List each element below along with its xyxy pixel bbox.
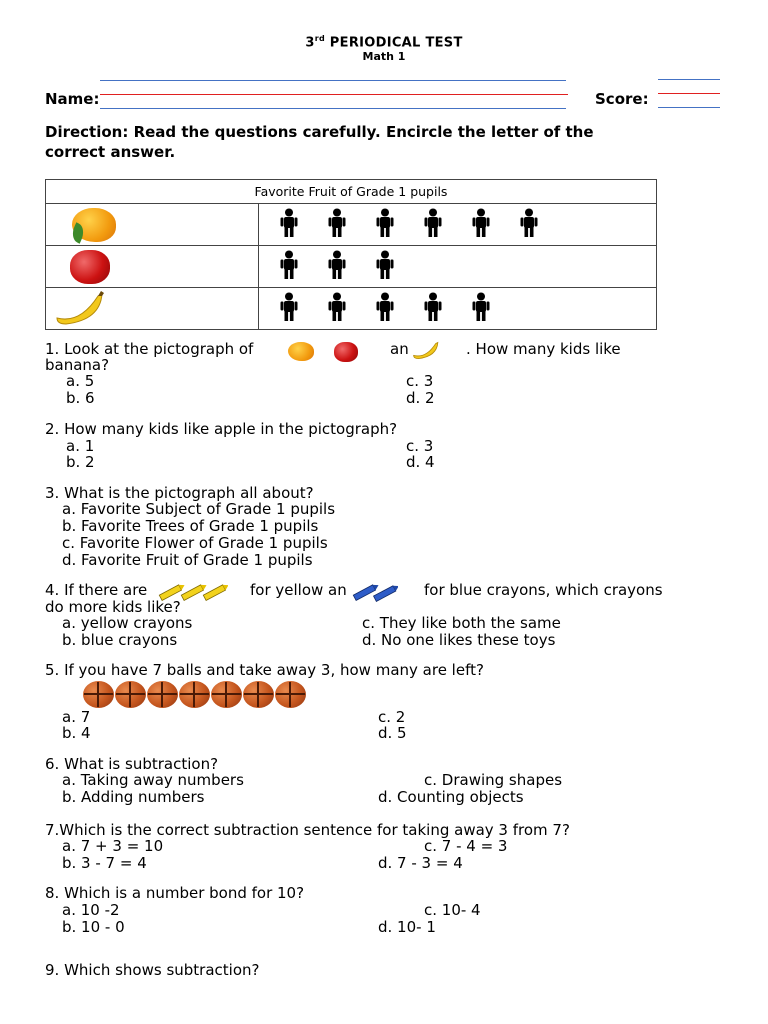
q1-text-c: . How many kids like [466,340,621,358]
kid-icon [471,292,491,322]
basketball-icon [243,681,274,708]
page-subtitle: Math 1 [362,50,406,63]
q3-option-b[interactable]: b. Favorite Trees of Grade 1 pupils [62,517,319,535]
q6-option-a[interactable]: a. Taking away numbers [62,771,244,789]
q8-text: 8. Which is a number bond for 10? [45,884,305,902]
basketball-icon [275,681,306,708]
q3-option-d[interactable]: d. Favorite Fruit of Grade 1 pupils [62,551,313,569]
name-line-red [100,94,568,95]
basketball-icon [115,681,146,708]
kid-icon [375,250,395,280]
q7-option-d[interactable]: d. 7 - 3 = 4 [378,854,463,872]
q2-text: 2. How many kids like apple in the pictograph? [45,420,398,438]
score-line-red [658,93,720,94]
kid-icon [423,208,443,238]
kid-icon [375,292,395,322]
q4-option-d[interactable]: d. No one likes these toys [362,631,556,649]
name-line-top [100,80,566,81]
kid-icon [375,208,395,238]
q8-option-a[interactable]: a. 10 -2 [62,901,120,919]
kid-icon [519,208,539,238]
mango-cell [46,204,259,246]
blue-crayons-icon [352,578,398,606]
q3-text: 3. What is the pictograph all about? [45,484,314,502]
q1-option-a[interactable]: a. 5 [66,372,95,390]
kid-icon [279,208,299,238]
q8-option-d[interactable]: d. 10- 1 [378,918,436,936]
q1-option-d[interactable]: d. 2 [406,389,435,407]
q4-option-b[interactable]: b. blue crayons [62,631,178,649]
q4-option-c[interactable]: c. They like both the same [362,614,561,632]
q3-option-a[interactable]: a. Favorite Subject of Grade 1 pupils [62,500,336,518]
q1-banana-icon [412,340,440,360]
q9-text: 9. Which shows subtraction? [45,961,260,979]
q5-option-c[interactable]: c. 2 [378,708,406,726]
q1-option-b[interactable]: b. 6 [66,389,95,407]
q5-text: 5. If you have 7 balls and take away 3, how many are left? [45,661,484,679]
banana-cell [46,288,259,330]
q5-option-b[interactable]: b. 4 [62,724,91,742]
q6-text: 6. What is subtraction? [45,755,219,773]
kid-icon [279,250,299,280]
q4-text-d: do more kids like? [45,598,181,616]
kid-icon [279,292,299,322]
direction-line-1: Direction: Read the questions carefully. Encircle the letter of the [45,123,594,141]
pictograph-table [45,179,657,330]
q1-option-c[interactable]: c. 3 [406,372,434,390]
kid-icon [471,208,491,238]
q6-option-d[interactable]: d. Counting objects [378,788,524,806]
q4-option-a[interactable]: a. yellow crayons [62,614,193,632]
q2-option-d[interactable]: d. 4 [406,453,435,471]
q7-option-b[interactable]: b. 3 - 7 = 4 [62,854,147,872]
q7-option-c[interactable]: c. 7 - 4 = 3 [424,837,508,855]
basketball-icon [179,681,210,708]
q1-text-b: an [390,340,409,358]
kid-icon [327,292,347,322]
kid-icon [423,292,443,322]
basketball-icon [147,681,178,708]
q7-option-a[interactable]: a. 7 + 3 = 10 [62,837,164,855]
score-line-top [658,79,720,80]
q4-text-b: for yellow an [250,581,347,599]
q1-text-d: banana? [45,356,110,374]
q8-option-c[interactable]: c. 10- 4 [424,901,481,919]
page-title: 3rd PERIODICAL TEST [305,34,463,51]
q6-option-b[interactable]: b. Adding numbers [62,788,205,806]
q5-option-d[interactable]: d. 5 [378,724,407,742]
q2-option-a[interactable]: a. 1 [66,437,95,455]
banana-kids [259,288,657,330]
apple-kids [259,246,657,288]
direction-line-2: correct answer. [45,143,176,161]
mango-kids [259,204,657,246]
q5-option-a[interactable]: a. 7 [62,708,91,726]
q2-option-b[interactable]: b. 2 [66,453,95,471]
q4-text-c: for blue crayons, which crayons [424,581,663,599]
apple-cell [46,246,259,288]
score-label: Score: [595,90,649,108]
q5-balls [83,681,313,709]
name-label: Name: [45,90,100,108]
kid-icon [327,250,347,280]
q6-option-c[interactable]: c. Drawing shapes [424,771,563,789]
basketball-icon [211,681,242,708]
q3-option-c[interactable]: c. Favorite Flower of Grade 1 pupils [62,534,328,552]
kid-icon [327,208,347,238]
q1-mango-icon [288,342,314,361]
q8-option-b[interactable]: b. 10 - 0 [62,918,125,936]
apple-icon [70,250,110,284]
q2-option-c[interactable]: c. 3 [406,437,434,455]
banana-icon [54,290,106,326]
basketball-icon [83,681,114,708]
q7-text: 7.Which is the correct subtraction sentence for taking away 3 from 7? [45,821,570,839]
score-line-bottom [658,107,720,108]
name-line-bottom [100,108,566,109]
q1-apple-icon [334,342,358,362]
pictograph-caption: Favorite Fruit of Grade 1 pupils [46,180,657,204]
q1-text-a: 1. Look at the pictograph of [45,340,254,358]
q4-text-a: 4. If there are [45,581,148,599]
